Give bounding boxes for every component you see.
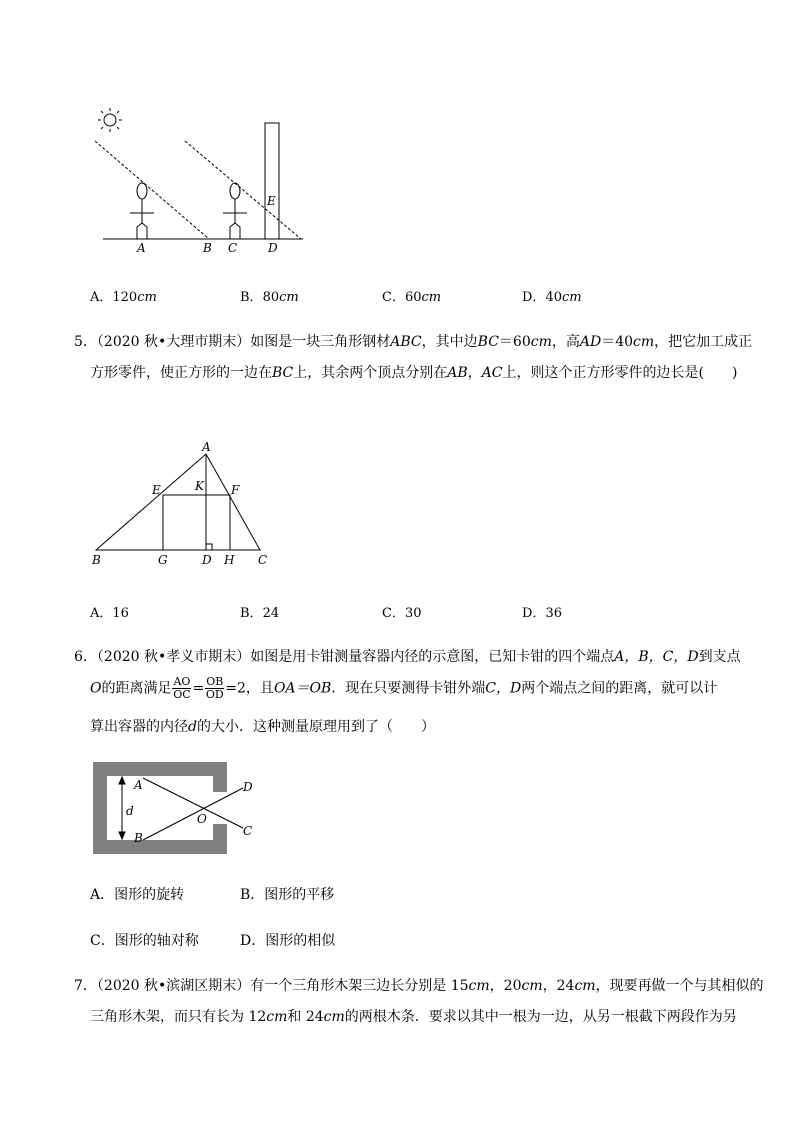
math: ABC: [390, 334, 422, 350]
q6-label-c: C: [243, 824, 253, 838]
math: cm: [633, 334, 655, 350]
option-letter: C．: [382, 290, 405, 305]
q4-label-a: A: [137, 241, 146, 255]
sun-ray-2: [185, 141, 301, 239]
option-letter: D．: [240, 933, 266, 949]
q7-line-1: [74, 975, 764, 995]
person-2: [223, 183, 247, 239]
option-letter: C．: [382, 606, 405, 621]
fraction-ob-od: [205, 676, 224, 701]
q5-label-a: A: [202, 440, 211, 454]
q4-label-e: E: [267, 194, 276, 208]
text: 上，则这个正方形零件的边长是( ): [502, 365, 738, 381]
math: BC: [477, 334, 499, 350]
math: cm: [323, 1009, 345, 1025]
text: ，高: [551, 334, 580, 350]
question-number: 7．: [74, 978, 97, 994]
q5-line-1: [74, 331, 752, 351]
q4-label-d: D: [268, 241, 278, 255]
option-letter: A．: [90, 887, 115, 903]
square-efhg: [163, 495, 230, 550]
math: C，D: [485, 680, 522, 697]
text: =2，且: [225, 680, 274, 697]
option-text: 图形的轴对称: [114, 933, 199, 949]
math: O: [90, 680, 102, 697]
q6-line-2: [90, 676, 717, 701]
question-source: （2020 秋•滨湖区期末）: [96, 978, 251, 994]
q5-label-k: K: [195, 479, 204, 493]
math: AD: [579, 334, 602, 350]
option-text: 图形的平移: [264, 887, 335, 903]
fraction-denominator: OD: [205, 688, 224, 701]
sun-ray-1: [95, 141, 209, 239]
q5-label-e: E: [152, 483, 161, 497]
sun-icon: [98, 108, 122, 132]
text: 有一个三角形木架三边长分别是 15: [250, 978, 469, 994]
text: 到支点: [698, 649, 741, 665]
option-letter: D．: [522, 606, 546, 621]
option-letter: B．: [240, 290, 263, 305]
q6-option-d[interactable]: [240, 930, 335, 950]
pole: [265, 123, 279, 239]
math: OA＝OB: [273, 680, 332, 697]
text: ．现在只要测得卡钳外端: [331, 680, 486, 697]
right-angle-mark: [206, 544, 212, 550]
option-letter: B．: [240, 887, 265, 903]
q6-label-o: O: [197, 812, 207, 826]
text: ，: [467, 365, 482, 381]
q4-figure: [95, 105, 310, 255]
option-value: 30: [404, 606, 422, 621]
q4-label-c: C: [228, 241, 238, 255]
q5-label-g: G: [158, 553, 168, 567]
math: A，B，C，D: [614, 649, 699, 665]
math: AB: [447, 365, 468, 381]
q4-option-b[interactable]: [240, 286, 299, 305]
q5-option-a[interactable]: [90, 602, 129, 621]
text: 如图是用卡钳测量容器内径的示意图，已知卡钳的四个端点: [250, 649, 615, 665]
option-unit: cm: [137, 290, 157, 305]
math: cm: [468, 978, 490, 994]
q4-option-c[interactable]: [382, 286, 441, 305]
math: cm: [530, 334, 552, 350]
question-source: （2020 秋•孝义市期末）: [96, 649, 251, 665]
text: 和 24: [287, 1009, 324, 1025]
option-letter: D．: [522, 290, 546, 305]
text: 算出容器的内径: [90, 719, 188, 735]
q6-option-a[interactable]: [90, 884, 184, 904]
person-1: [130, 183, 154, 239]
option-value: 16: [112, 606, 129, 621]
q6-option-c[interactable]: [90, 930, 199, 950]
q6-label-b: B: [134, 831, 143, 845]
math: cm: [521, 978, 543, 994]
q5-label-c: C: [258, 553, 268, 567]
text: 的大小．这种测量原理用到了（ ）: [196, 719, 435, 735]
math: d: [188, 719, 197, 735]
text: ，20: [489, 978, 522, 994]
text: =: [192, 680, 205, 697]
text: 的两根木条．要求以其中一根为一边，从另一根截下两段作为另: [344, 1009, 737, 1025]
caliper-arm-ac: [143, 778, 243, 828]
container: [93, 762, 227, 854]
q6-label-d: D: [243, 780, 253, 794]
text: ，把它加工成正: [654, 334, 753, 350]
q6-label-d-diameter: d: [126, 804, 134, 818]
q4-option-d[interactable]: [522, 286, 582, 305]
q4-option-a[interactable]: [90, 286, 157, 305]
question-number: 6．: [74, 649, 97, 665]
option-text: 图形的相似: [265, 933, 336, 949]
text: 如图是一块三角形钢材: [250, 334, 391, 350]
q5-label-d: D: [202, 553, 212, 567]
question-source: （2020 秋•大理市期末）: [96, 334, 251, 350]
q6-figure: [93, 762, 268, 857]
option-unit: cm: [279, 290, 299, 305]
text: 方形零件，使正方形的一边在: [90, 365, 272, 381]
option-value: 80: [262, 290, 280, 305]
option-value: 36: [545, 606, 562, 621]
q5-label-b: B: [92, 553, 101, 567]
triangle-abc: [96, 454, 260, 550]
text: ＝40: [601, 334, 634, 350]
text: 的距离满足: [101, 680, 172, 697]
q6-label-a: A: [134, 778, 143, 792]
q6-line-3: [90, 716, 435, 736]
fraction-ao-oc: [172, 676, 191, 701]
option-text: 图形的旋转: [114, 887, 185, 903]
fraction-numerator: OB: [206, 675, 224, 688]
option-value: 40: [545, 290, 562, 305]
option-letter: B．: [240, 606, 263, 621]
q5-option-c[interactable]: [382, 602, 422, 621]
option-unit: cm: [561, 290, 582, 305]
q4-label-b: B: [203, 241, 212, 255]
math: AC: [481, 365, 503, 381]
q7-line-2: [90, 1006, 737, 1026]
text: 三角形木架，而只有长为 12: [90, 1009, 267, 1025]
q6-line-1: [74, 646, 741, 666]
text: 上，其余两个顶点分别在: [293, 365, 448, 381]
option-value: 120: [112, 290, 138, 305]
q5-option-b[interactable]: [240, 602, 279, 621]
math: BC: [272, 365, 294, 381]
text: ＝60: [498, 334, 531, 350]
option-unit: cm: [421, 290, 442, 305]
q5-line-2: [90, 362, 737, 382]
q6-option-b[interactable]: [240, 884, 334, 904]
q5-figure: [88, 440, 278, 570]
option-letter: C．: [90, 933, 115, 949]
text: ，24: [542, 978, 575, 994]
fraction-numerator: AO: [173, 675, 191, 688]
q5-option-d[interactable]: [522, 602, 562, 621]
text: ，其中边: [421, 334, 478, 350]
text: 两个端点之间的距离，就可以计: [521, 680, 718, 697]
text: ，现要再做一个与其相似的: [595, 978, 764, 994]
question-number: 5．: [74, 334, 97, 350]
q5-label-f: F: [231, 483, 240, 497]
option-value: 60: [404, 290, 422, 305]
option-letter: A．: [90, 290, 113, 305]
option-letter: A．: [90, 606, 113, 621]
math: cm: [266, 1009, 288, 1025]
fraction-denominator: OC: [173, 688, 191, 701]
caliper-arm-bd: [143, 788, 243, 840]
q5-label-h: H: [224, 553, 235, 567]
option-value: 24: [262, 606, 280, 621]
math: cm: [574, 978, 596, 994]
